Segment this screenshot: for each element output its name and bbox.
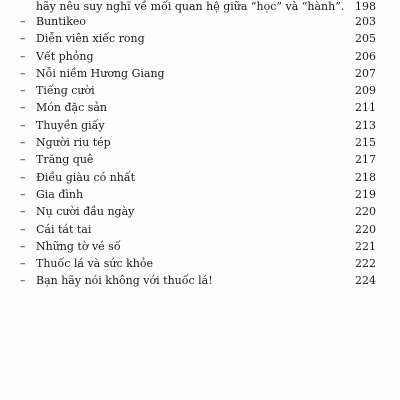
toc-entry bbox=[20, 99, 376, 116]
entry-title: Buntikeo bbox=[36, 15, 86, 28]
entry-page-number: 213 bbox=[355, 118, 376, 132]
entry-dash: – bbox=[20, 257, 26, 271]
entry-page-number: 198 bbox=[355, 0, 376, 13]
entry-page-number: 203 bbox=[355, 15, 376, 28]
toc-entry bbox=[20, 65, 376, 82]
entry-page-number: 221 bbox=[355, 239, 376, 253]
entry-dash: – bbox=[20, 84, 26, 98]
toc-entry bbox=[20, 134, 376, 151]
entry-title: Diễn viên xiếc rong bbox=[36, 32, 145, 46]
entry-title: Gia đình bbox=[36, 187, 84, 201]
entry-page-number: 218 bbox=[355, 170, 376, 184]
toc-entry bbox=[20, 0, 376, 13]
toc-entry bbox=[20, 272, 376, 289]
entry-title: Nỗi niềm Hương Giang bbox=[36, 66, 165, 80]
entry-title: Trăng quê bbox=[36, 153, 94, 167]
entry-dash: – bbox=[20, 222, 26, 236]
entry-dash: – bbox=[20, 170, 26, 184]
toc-entry bbox=[20, 186, 376, 203]
entry-page-number: 215 bbox=[355, 136, 376, 150]
toc-entry bbox=[20, 48, 376, 65]
entry-dash: – bbox=[20, 153, 26, 167]
entry-title: Món đặc sản bbox=[36, 101, 108, 115]
entry-dash: – bbox=[20, 187, 26, 201]
entry-dash: – bbox=[20, 49, 26, 63]
entry-page-number: 205 bbox=[355, 32, 376, 46]
entry-dash: – bbox=[20, 66, 26, 80]
toc-entry bbox=[20, 30, 376, 47]
entry-title: Tiếng cười bbox=[36, 84, 95, 98]
entry-dash: – bbox=[20, 118, 26, 132]
entry-page-number: 217 bbox=[355, 153, 376, 167]
entry-page-number: 207 bbox=[355, 66, 376, 80]
entry-title: Nụ cười đầu ngày bbox=[36, 205, 135, 219]
toc-entry bbox=[20, 203, 376, 220]
toc-entry bbox=[20, 221, 376, 238]
toc-entry bbox=[20, 238, 376, 255]
toc-entry bbox=[20, 82, 376, 99]
entry-title: hãy nêu suy nghĩ về mối quan hệ giữa “học” và “hành”. bbox=[36, 0, 345, 13]
toc-entry bbox=[20, 13, 376, 30]
entry-page-number: 206 bbox=[355, 49, 376, 63]
entry-page-number: 209 bbox=[355, 84, 376, 98]
entry-page-number: 222 bbox=[355, 257, 376, 271]
toc-entry bbox=[20, 169, 376, 186]
entry-page-number: 220 bbox=[355, 222, 376, 236]
entry-title: Thuyền giấy bbox=[36, 118, 105, 132]
entry-dash: – bbox=[20, 15, 26, 28]
entry-page-number: 220 bbox=[355, 205, 376, 219]
entry-title: Những tờ vé số bbox=[36, 239, 121, 253]
entry-title: Người riu tép bbox=[36, 136, 111, 150]
entry-page-number: 219 bbox=[355, 187, 376, 201]
entry-title: Vết phỏng bbox=[36, 49, 94, 63]
entry-page-number: 211 bbox=[355, 101, 376, 115]
toc-entry bbox=[20, 255, 376, 272]
entry-dash: – bbox=[20, 101, 26, 115]
entry-dash: – bbox=[20, 274, 26, 288]
toc-entry bbox=[20, 151, 376, 168]
entry-title: Thuốc lá và sức khỏe bbox=[36, 257, 154, 271]
entry-title: Điều giàu có nhất bbox=[36, 170, 136, 184]
entry-title: Bạn hãy nói không với thuốc lá! bbox=[36, 274, 213, 288]
toc-entry bbox=[20, 117, 376, 134]
entry-title: Cái tát tai bbox=[36, 222, 92, 236]
entry-dash: – bbox=[20, 136, 26, 150]
table-of-contents bbox=[20, 0, 376, 290]
entry-dash: – bbox=[20, 239, 26, 253]
entry-dash: – bbox=[20, 32, 26, 46]
entry-dash: – bbox=[20, 205, 26, 219]
entry-page-number: 224 bbox=[355, 274, 376, 288]
